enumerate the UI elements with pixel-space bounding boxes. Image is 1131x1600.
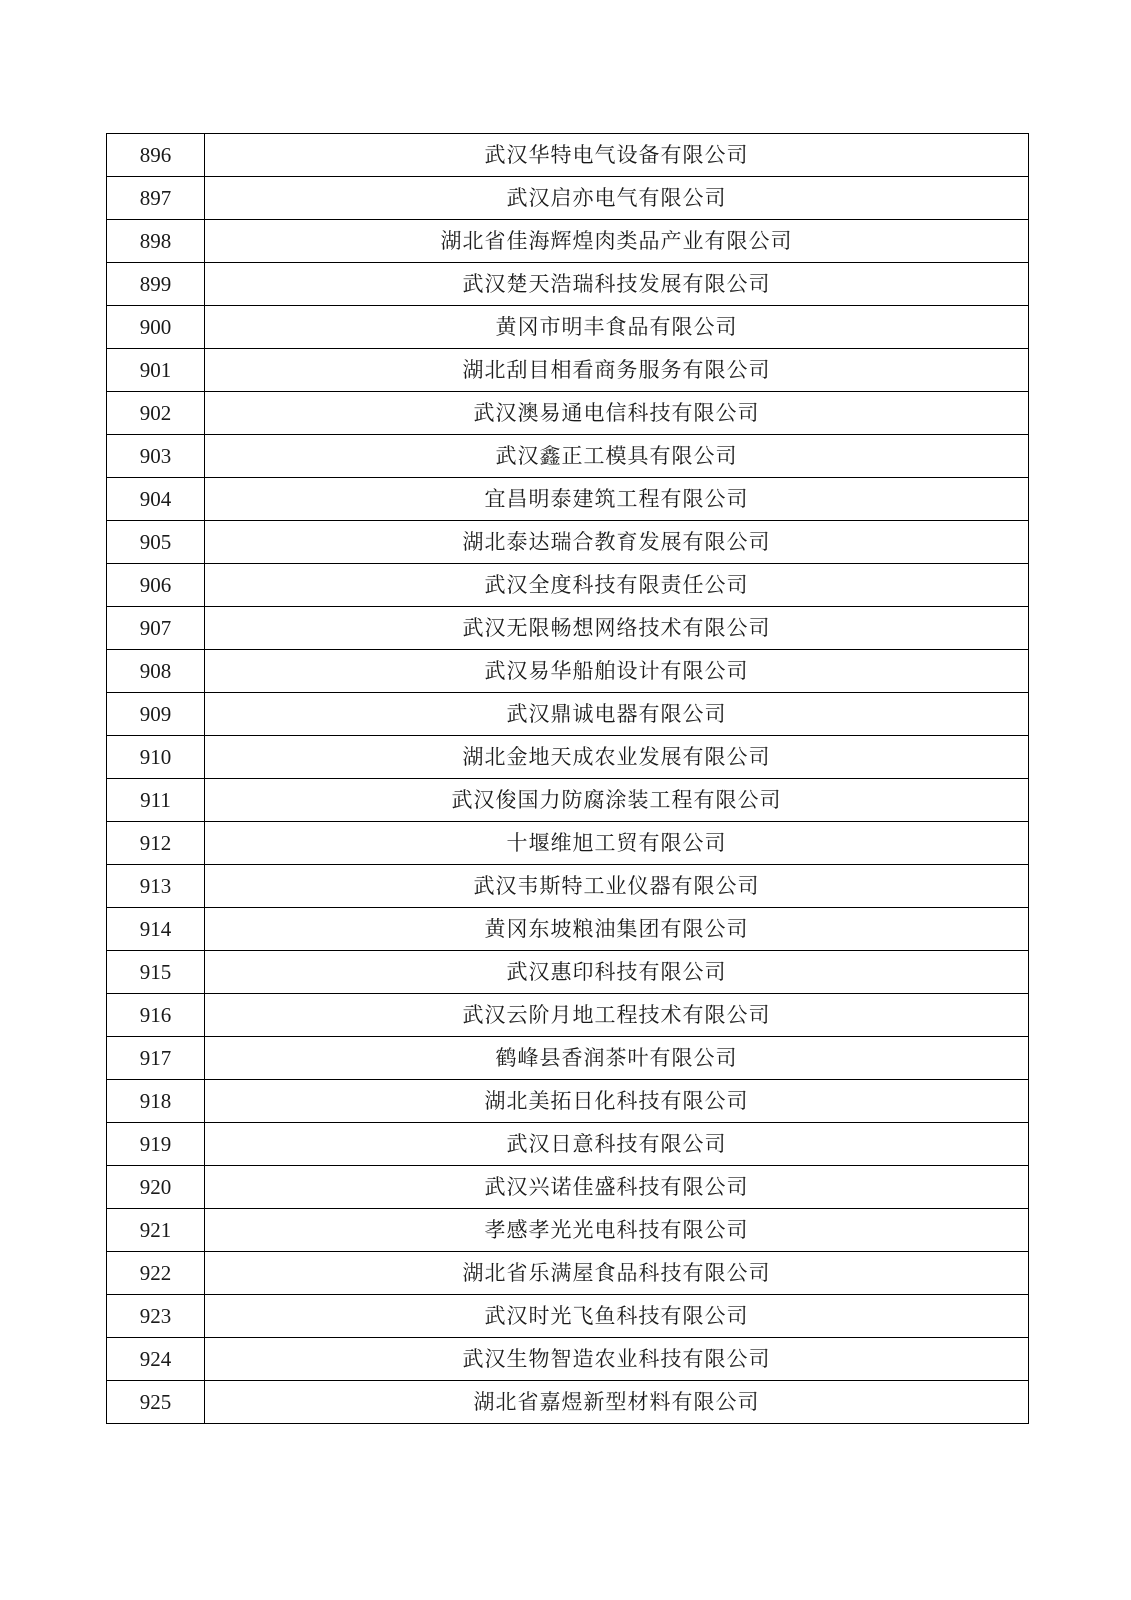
row-number: 907 bbox=[107, 607, 205, 650]
table-row bbox=[107, 1037, 1029, 1080]
company-name: 武汉时光飞鱼科技有限公司 bbox=[205, 1295, 1029, 1338]
row-number: 923 bbox=[107, 1295, 205, 1338]
row-number: 897 bbox=[107, 177, 205, 220]
row-number: 917 bbox=[107, 1037, 205, 1080]
row-number: 898 bbox=[107, 220, 205, 263]
company-name: 武汉楚天浩瑞科技发展有限公司 bbox=[205, 263, 1029, 306]
table-row bbox=[107, 1252, 1029, 1295]
table-row bbox=[107, 1295, 1029, 1338]
row-number: 922 bbox=[107, 1252, 205, 1295]
table-row bbox=[107, 1166, 1029, 1209]
table-row bbox=[107, 865, 1029, 908]
company-name: 湖北刮目相看商务服务有限公司 bbox=[205, 349, 1029, 392]
table-row bbox=[107, 1338, 1029, 1381]
table-row bbox=[107, 220, 1029, 263]
company-name: 孝感孝光光电科技有限公司 bbox=[205, 1209, 1029, 1252]
row-number: 910 bbox=[107, 736, 205, 779]
company-name: 湖北金地天成农业发展有限公司 bbox=[205, 736, 1029, 779]
row-number: 899 bbox=[107, 263, 205, 306]
company-name: 武汉鑫正工模具有限公司 bbox=[205, 435, 1029, 478]
table-row bbox=[107, 1209, 1029, 1252]
row-number: 915 bbox=[107, 951, 205, 994]
table-row bbox=[107, 564, 1029, 607]
table-row bbox=[107, 607, 1029, 650]
table-row bbox=[107, 392, 1029, 435]
row-number: 920 bbox=[107, 1166, 205, 1209]
company-name: 湖北泰达瑞合教育发展有限公司 bbox=[205, 521, 1029, 564]
company-name: 宜昌明泰建筑工程有限公司 bbox=[205, 478, 1029, 521]
table-row bbox=[107, 1123, 1029, 1166]
company-name: 武汉鼎诚电器有限公司 bbox=[205, 693, 1029, 736]
table-row bbox=[107, 736, 1029, 779]
row-number: 921 bbox=[107, 1209, 205, 1252]
company-name: 武汉华特电气设备有限公司 bbox=[205, 134, 1029, 177]
company-name: 湖北美拓日化科技有限公司 bbox=[205, 1080, 1029, 1123]
company-name: 武汉俊国力防腐涂装工程有限公司 bbox=[205, 779, 1029, 822]
table-row bbox=[107, 177, 1029, 220]
company-name: 十堰维旭工贸有限公司 bbox=[205, 822, 1029, 865]
table-row bbox=[107, 521, 1029, 564]
row-number: 906 bbox=[107, 564, 205, 607]
table-row bbox=[107, 435, 1029, 478]
company-name: 武汉生物智造农业科技有限公司 bbox=[205, 1338, 1029, 1381]
company-name: 武汉云阶月地工程技术有限公司 bbox=[205, 994, 1029, 1037]
row-number: 909 bbox=[107, 693, 205, 736]
table-row bbox=[107, 693, 1029, 736]
company-name: 武汉易华船舶设计有限公司 bbox=[205, 650, 1029, 693]
company-name: 鹤峰县香润茶叶有限公司 bbox=[205, 1037, 1029, 1080]
company-name: 武汉无限畅想网络技术有限公司 bbox=[205, 607, 1029, 650]
row-number: 912 bbox=[107, 822, 205, 865]
company-name: 武汉韦斯特工业仪器有限公司 bbox=[205, 865, 1029, 908]
table-row bbox=[107, 994, 1029, 1037]
company-name: 湖北省乐满屋食品科技有限公司 bbox=[205, 1252, 1029, 1295]
company-name: 武汉启亦电气有限公司 bbox=[205, 177, 1029, 220]
row-number: 902 bbox=[107, 392, 205, 435]
row-number: 900 bbox=[107, 306, 205, 349]
table-row bbox=[107, 908, 1029, 951]
company-name: 黄冈东坡粮油集团有限公司 bbox=[205, 908, 1029, 951]
row-number: 911 bbox=[107, 779, 205, 822]
table-row bbox=[107, 349, 1029, 392]
company-list-table bbox=[106, 133, 1029, 1424]
row-number: 925 bbox=[107, 1381, 205, 1424]
company-name: 武汉日意科技有限公司 bbox=[205, 1123, 1029, 1166]
table-body bbox=[107, 134, 1029, 1424]
row-number: 903 bbox=[107, 435, 205, 478]
table-row bbox=[107, 650, 1029, 693]
row-number: 913 bbox=[107, 865, 205, 908]
table-row bbox=[107, 1381, 1029, 1424]
table-row bbox=[107, 306, 1029, 349]
row-number: 908 bbox=[107, 650, 205, 693]
row-number: 904 bbox=[107, 478, 205, 521]
row-number: 905 bbox=[107, 521, 205, 564]
table-row bbox=[107, 779, 1029, 822]
row-number: 901 bbox=[107, 349, 205, 392]
row-number: 896 bbox=[107, 134, 205, 177]
row-number: 916 bbox=[107, 994, 205, 1037]
table-row bbox=[107, 134, 1029, 177]
table-row bbox=[107, 1080, 1029, 1123]
row-number: 918 bbox=[107, 1080, 205, 1123]
table-row bbox=[107, 951, 1029, 994]
row-number: 919 bbox=[107, 1123, 205, 1166]
table-row bbox=[107, 263, 1029, 306]
table-row bbox=[107, 478, 1029, 521]
company-name: 黄冈市明丰食品有限公司 bbox=[205, 306, 1029, 349]
company-name: 武汉惠印科技有限公司 bbox=[205, 951, 1029, 994]
company-name: 湖北省佳海辉煌肉类品产业有限公司 bbox=[205, 220, 1029, 263]
company-name: 湖北省嘉煜新型材料有限公司 bbox=[205, 1381, 1029, 1424]
company-name: 武汉兴诺佳盛科技有限公司 bbox=[205, 1166, 1029, 1209]
row-number: 914 bbox=[107, 908, 205, 951]
table-row bbox=[107, 822, 1029, 865]
row-number: 924 bbox=[107, 1338, 205, 1381]
company-name: 武汉全度科技有限责任公司 bbox=[205, 564, 1029, 607]
company-name: 武汉澳易通电信科技有限公司 bbox=[205, 392, 1029, 435]
